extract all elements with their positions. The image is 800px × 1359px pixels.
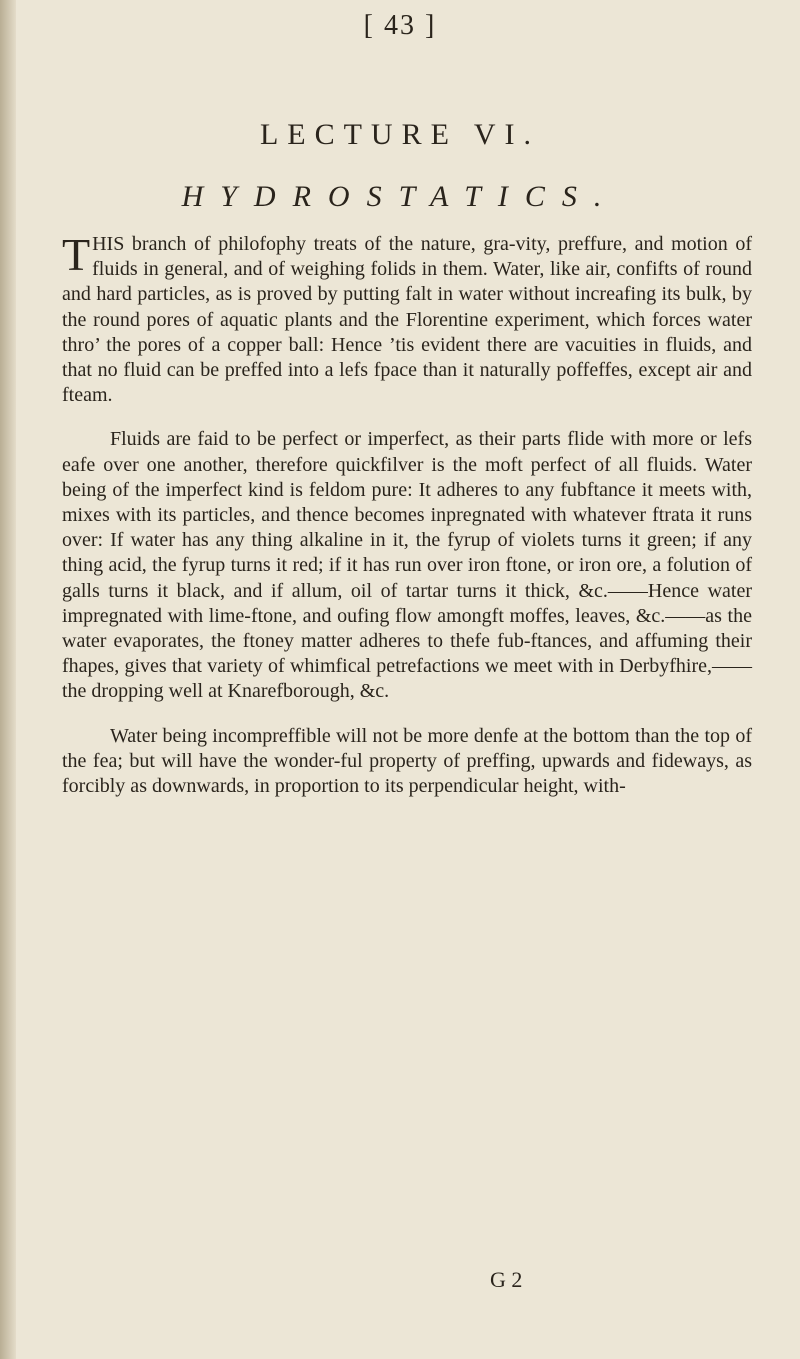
subject-heading: HYDROSTATICS. xyxy=(181,180,619,213)
body-text xyxy=(62,229,752,818)
paragraph-3: Water being incompreffible will not be more denfe at the bottom than the top of the fea; but will have the wonder-ful property of preffing, upwards and fideways, as forcibly as downwards, in proportion to its perpendicular height, with- xyxy=(62,724,752,798)
page-number: [ 43 ] xyxy=(363,10,437,41)
lecture-heading: LECTURE VI. xyxy=(259,118,541,151)
paragraph-1-text: HIS branch of philofophy treats of the nature, gra-vity, preffure, and motion of fluids in general, and of weighing folids in them. Water, like air, confifts of round and hard particles, as is proved by putting falt in water without increafing its bulk, by the round pores of aquatic plants and the Florentine experiment, which forces water thro’ the pores of a copper ball: Hence ’tis evident there are vacuities in fluids, and that no fluid can be preffed into a lefs fpace than it naturally poffeffes, except air and fteam. xyxy=(62,233,752,407)
signature-mark: G 2 xyxy=(490,1267,523,1292)
paragraph-1 xyxy=(62,229,752,408)
paragraph-2: Fluids are faid to be perfect or imperfect, as their parts flide with more or lefs eafe over one another, therefore quickfilver is the moft perfect of all fluids. Water being of the imperfect kind is feldom pure: It adheres to any fubftance it meets with, mixes with its particles, and thence becomes inpregnated with whatever ftrata it runs over: If water has any thing alkaline in it, the fyrup of violets turns it green; if any thing acid, the fyrup turns it red; if it has run over iron ftone, or iron ore, a folution of galls turns it black, and if allum, oil of tartar turns it thick, &c.——Hence water impregnated with lime-ftone, and oufing flow amongft moffes, leaves, &c.——as the water evaporates, the ftoney matter adheres to thefe fub-ftances, and affuming their fhapes, gives that variety of whimfical petrefactions we meet with in Derbyfhire,—— the dropping well at Knarefborough, &c. xyxy=(62,428,752,703)
drop-cap: T xyxy=(62,229,91,280)
